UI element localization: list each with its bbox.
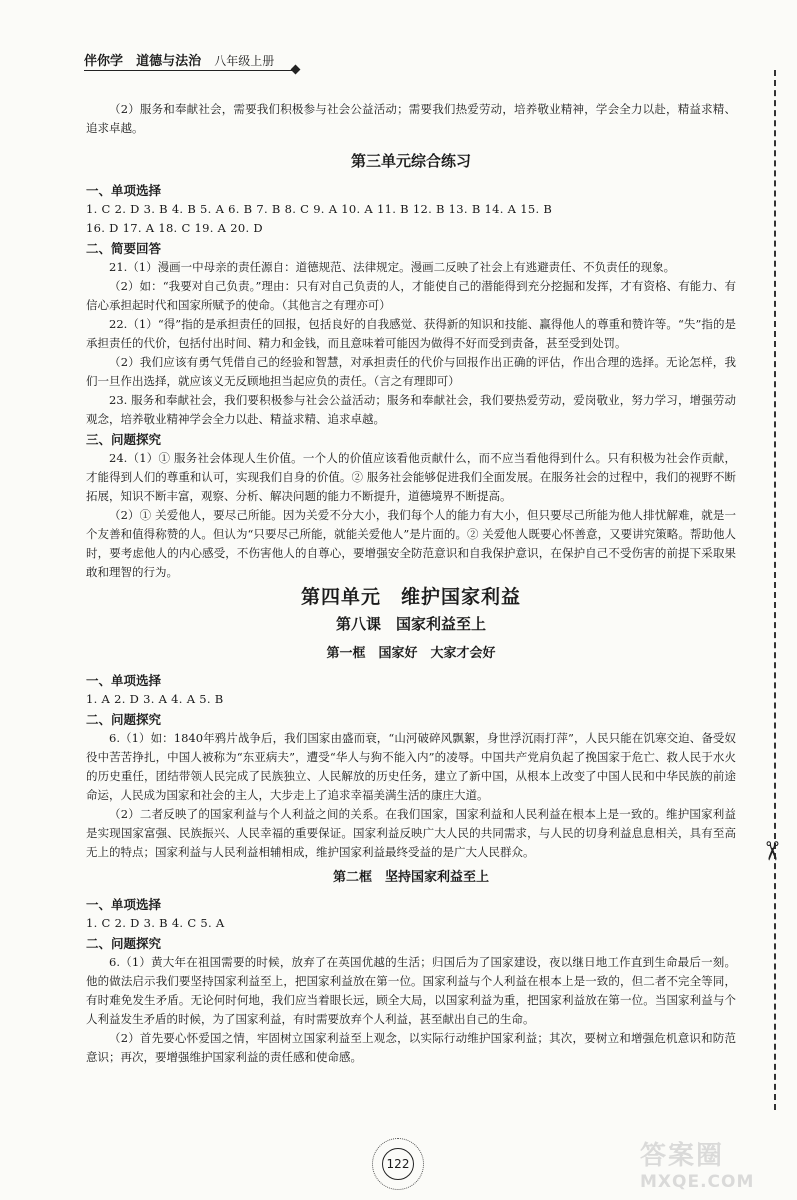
- unit3-section3-title: 三、问题探究: [86, 432, 162, 447]
- header-grade: 八年级上册: [214, 54, 275, 68]
- frame2-answers: 1. C 2. D 3. B 4. C 5. A: [86, 916, 225, 930]
- scissors-icon: ✂: [755, 840, 786, 862]
- unit3-title: 第三单元综合练习: [350, 152, 471, 170]
- unit3-q22-1: 22.（1）“得”指的是承担责任的回报，包括良好的自我感觉、获得新的知识和技能、赢得他人的尊重和赞许等。“失”指的是承担责任的代价，包括付出时间、精力和金钱，而且意味着可能因为做得不好而受到责备，甚至受到处罚。: [86, 317, 736, 350]
- frame1-q6-2: （2）二者反映了的国家利益与个人利益之间的关系。在我们国家，国家利益和人民利益在根本上是一致的。维护国家利益是实现国家富强、民族振兴、人民幸福的重要保证。国家利益反映广大人民的共同需求，与人民的切身利益息息相关，具有至高无上的特点；国家利益与人民利益相辅相成，维护国家利益最终受益的是广大人民群众。: [86, 807, 736, 859]
- running-header: [84, 50, 299, 72]
- unit3-section2-title: 二、简要回答: [86, 241, 162, 256]
- frame2-section1-title: 一、单项选择: [86, 897, 162, 912]
- unit3-answers-line1: 1. C 2. D 3. B 4. B 5. A 6. B 7. B 8. C 9. A 10. A 11. B 12. B 13. B 14. A 15. B: [86, 202, 553, 216]
- intro-paragraph: （2）服务和奉献社会，需要我们积极参与社会公益活动；需要我们热爱劳动，培养敬业精神，学会全力以赴，精益求精、追求卓越。: [86, 102, 736, 135]
- frame1-section2-title: 二、问题探究: [86, 712, 162, 727]
- cut-line: [774, 70, 776, 1110]
- unit4-title: 第四单元 维护国家利益: [300, 586, 521, 608]
- page-body: [86, 100, 736, 1067]
- frame1-q6-1: 6.（1）如：1840年鸦片战争后，我们国家由盛而衰，“山河破碎风飘絮，身世浮沉雨打萍”，人民只能在饥寒交迫、备受奴役中苦苦挣扎，中国人被称为“东亚病夫”，遭受“华人与狗不能入内”的凌辱。中国共产党肩负起了挽国家于危亡、救人民于水火的历史重任，团结带领人民完成了民族独立、人民解放的历史任务，建立了新中国，从根本上改变了中国人民和中华民族的前途命运，人民成为国家和社会的主人，大步走上了追求幸福美满生活的康庄大道。: [86, 731, 736, 802]
- page-number: 122: [382, 1148, 414, 1180]
- unit3-answers-line2: 16. D 17. A 18. C 19. A 20. D: [86, 221, 263, 235]
- watermark-line1: 答案圈: [640, 1141, 725, 1171]
- watermark-logo: [640, 1135, 790, 1195]
- frame2-section2-title: 二、问题探究: [86, 936, 162, 951]
- header-rule: [84, 70, 292, 71]
- frame1-section1-title: 一、单项选择: [86, 673, 162, 688]
- frame2-q6-2: （2）首先要心怀爱国之情，牢固树立国家利益至上观念，以实际行动维护国家利益；其次，要树立和增强危机意识和防范意识；再次，要增强维护国家利益的责任感和使命感。: [86, 1031, 736, 1064]
- unit3-q24-1: 24.（1）① 服务社会体现人生价值。一个人的价值应该看他贡献什么，而不应当看他得到什么。只有积极为社会作贡献，才能得到人们的尊重和认可，实现我们自身的价值。② 服务社会能够促进我们全面发展。在服务社会的过程中，我们的视野不断拓展，知识不断丰富，观察、分析、解决问题的能力不断提升，道德境界不断提高。: [86, 451, 736, 503]
- lesson8-title: 第八课 国家利益至上: [335, 615, 486, 633]
- frame2-title: 第二框 坚持国家利益至上: [332, 870, 489, 885]
- frame1-title: 第一框 国家好 大家才会好: [326, 646, 496, 661]
- unit3-q22-2: （2）我们应该有勇气凭借自己的经验和智慧，对承担责任的代价与回报作出正确的评估，作出合理的选择。无论怎样，我们一旦作出选择，就应该义无反顾地担当起应负的责任。（言之有理即可）: [86, 355, 736, 388]
- unit3-q24-2: （2）① 关爱他人，要尽己所能。因为关爱不分大小，我们每个人的能力有大小，但只要尽己所能为他人排忧解难，就是一个友善和值得称赞的人。但认为“只要尽己所能，就能关爱他人”是片面的。② 关爱他人既要心怀善意，又要讲究策略。帮助他人时，要考虑他人的内心感受，不伤害他人的自尊心，要增强安全防范意识和自我保护意识，在保护自己不受伤害的前提下采取果敢和理智的行为。: [86, 508, 736, 579]
- watermark-line2: MXQE.COM: [640, 1172, 755, 1192]
- unit3-q23: 23. 服务和奉献社会，我们要积极参与社会公益活动；服务和奉献社会，我们要热爱劳动，爱岗敬业，努力学习，增强劳动观念，培养敬业精神学会全力以赴、精益求精、追求卓越。: [86, 393, 736, 426]
- unit3-section1-title: 一、单项选择: [86, 183, 162, 198]
- header-subject: 道德与法治: [136, 54, 202, 69]
- header-brand: 伴你学: [84, 54, 124, 69]
- frame1-answers: 1. A 2. D 3. A 4. A 5. B: [86, 692, 224, 706]
- unit3-q21-2: （2）如：“我要对自己负责。”理由：只有对自己负责的人，才能使自己的潜能得到充分挖掘和发挥，才有资格、有能力、有信心承担起时代和国家所赋予的使命。（其他言之有理亦可）: [86, 279, 736, 312]
- unit3-q21-1: 21.（1）漫画一中母亲的责任源自：道德规范、法律规定。漫画二反映了社会上有逃避责任、不负责任的现象。: [109, 260, 676, 274]
- frame2-q6-1: 6.（1）黄大年在祖国需要的时候，放弃了在英国优越的生活；归国后为了国家建设，夜以继日地工作直到生命最后一刻。他的做法启示我们要坚持国家利益至上，把国家利益放在第一位。国家利益与个人利益在根本上是一致的，但二者不完全等同，有时难免发生矛盾。无论何时何地，我们应当着眼长远，顾全大局，以国家利益为重，把国家利益放在第一位。当国家利益与个人利益发生矛盾的时候，为了国家利益，有时需要放弃个人利益，甚至献出自己的生命。: [86, 955, 736, 1026]
